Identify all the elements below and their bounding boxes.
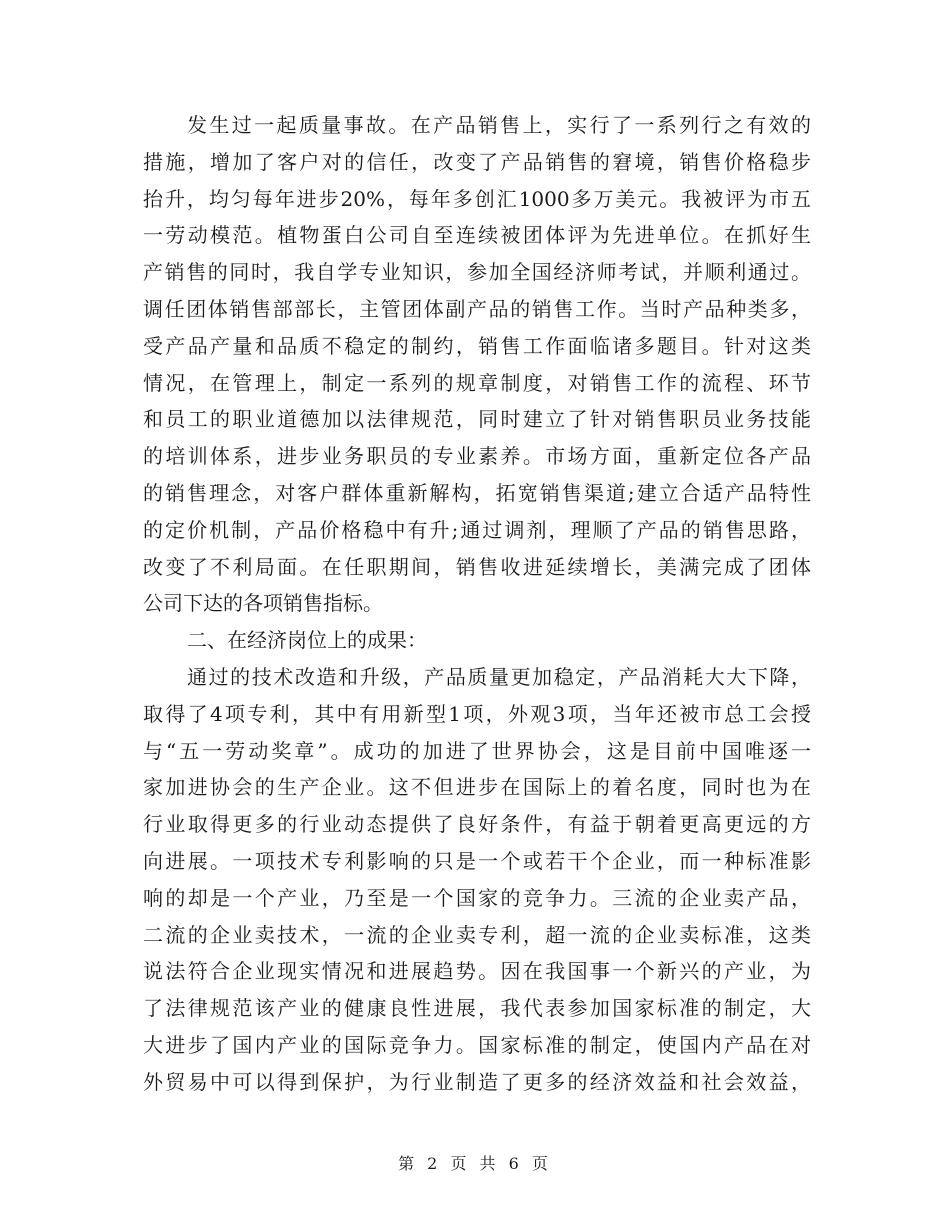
text-line: 和员工的职业道德加以法律规范，同时建立了针对销售职员业务技能	[143, 407, 811, 432]
text-line: 情况，在管理上，制定一系列的规章制度，对销售工作的流程、环节	[143, 370, 811, 395]
text-line: 改变了不利局面。在任职期间，销售收进延续增长，美满完成了团体	[143, 554, 811, 579]
text-line: 通过的技术改造和升级，产品质量更加稳定，产品消耗大大下降，	[187, 664, 811, 689]
text-line: 向进展。一项技术专利影响的只是一个或若干个企业，而一种标准影	[143, 848, 811, 873]
text-line: 一劳动模范。植物蛋白公司自至连续被团体评为先进单位。在抓好生	[143, 223, 811, 248]
section-heading: 二、在经济岗位上的成果：	[187, 628, 427, 653]
text-line: 受产品产量和品质不稳定的制约，销售工作面临诸多题目。针对这类	[143, 333, 811, 358]
text-line: 说法符合企业现实情况和进展趋势。因在我国事一个新兴的产业，为	[143, 959, 811, 984]
text-line: 二流的企业卖技术，一流的企业卖专利，超一流的企业卖标准，这类	[143, 922, 811, 947]
text-line: 抬升，均匀每年进步20%，每年多创汇1000多万美元。我被评为市五	[143, 186, 811, 211]
text-line: 的定价机制，产品价格稳中有升;通过调剂，理顺了产品的销售思路，	[143, 517, 811, 542]
text-line: 了法律规范该产业的健康良性进展，我代表参加国家标准的制定，大	[143, 996, 811, 1021]
text-line: 发生过一起质量事故。在产品销售上，实行了一系列行之有效的	[187, 113, 811, 137]
text-line: 产销售的同时，我自学专业知识，参加全国经济师考试，并顺利通过。	[143, 260, 811, 285]
text-line: 与“五一劳动奖章”。成功的加进了世界协会，这是目前中国唯逐一	[143, 738, 811, 763]
body-text	[143, 107, 811, 1101]
text-line: 的培训体系，进步业务职员的专业素养。市场方面，重新定位各产品	[143, 444, 811, 469]
text-line: 措施，增加了客户对的信任，改变了产品销售的窘境，销售价格稳步	[143, 149, 811, 174]
text-line: 公司下达的各项销售指标。	[143, 591, 383, 616]
text-line: 的销售理念，对客户群体重新解构，拓宽销售渠道;建立合适产品特性	[143, 480, 811, 505]
text-line: 行业取得更多的行业动态提供了良好条件，有益于朝着更高更远的方	[143, 812, 811, 837]
text-line: 大进步了国内产业的国际竞争力。国家标准的制定，使国内产品在对	[143, 1032, 811, 1057]
page-number: 第 2 页 共 6 页	[398, 1154, 552, 1173]
text-line: 外贸易中可以得到保护，为行业制造了更多的经济效益和社会效益，	[143, 1069, 811, 1094]
text-line: 响的却是一个产业，乃至是一个国家的竞争力。三流的企业卖产品，	[143, 885, 811, 910]
text-line: 取得了4项专利，其中有用新型1项，外观3项，当年还被市总工会授	[143, 701, 811, 726]
text-line: 调任团体销售部部长，主管团体副产品的销售工作。当时产品种类多，	[143, 296, 811, 321]
text-line: 家加进协会的生产企业。这不但进步在国际上的着名度，同时也为在	[143, 775, 811, 800]
